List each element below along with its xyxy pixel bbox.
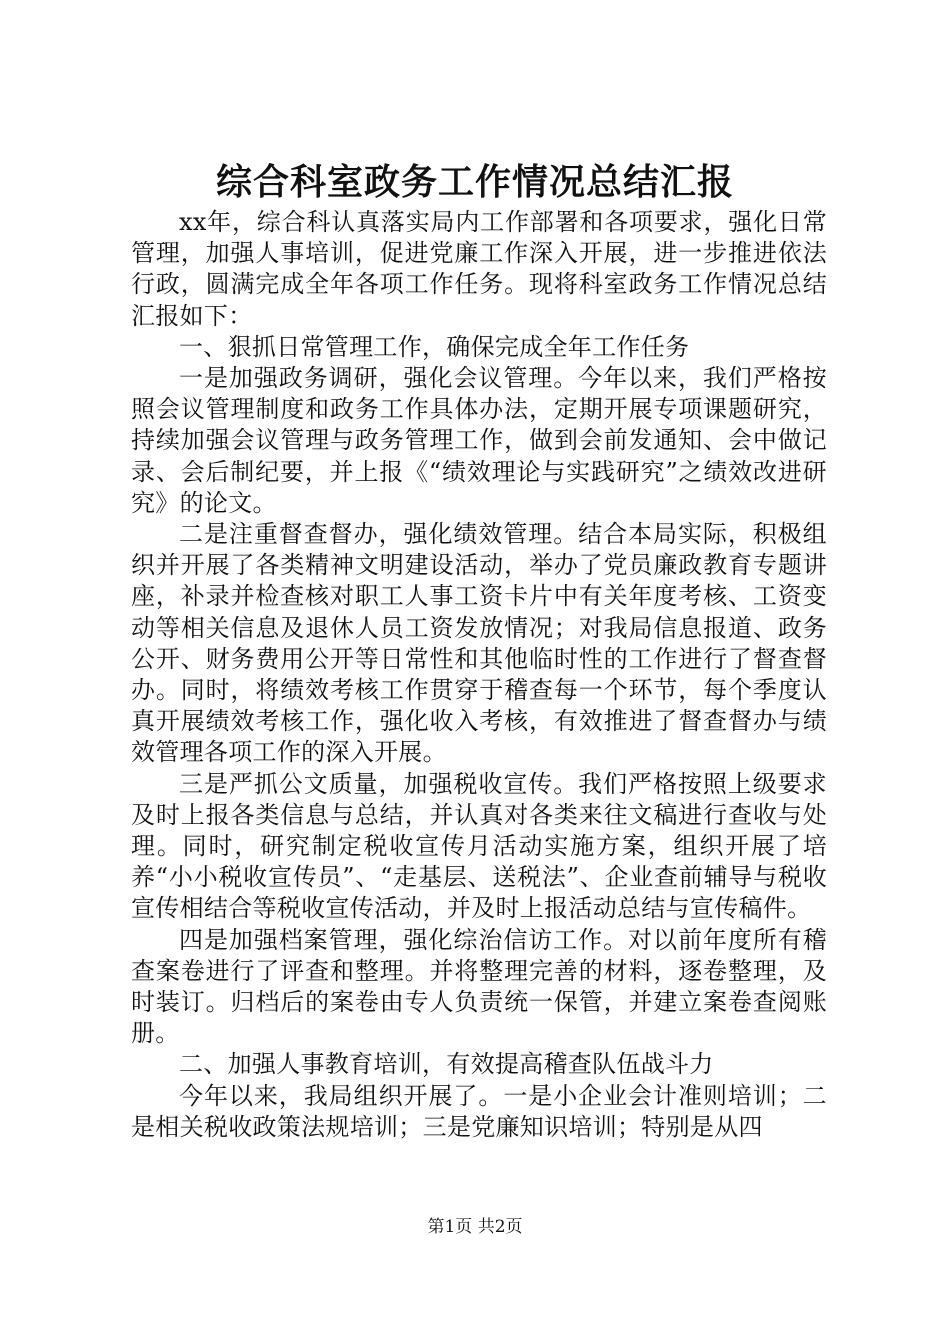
body-paragraph: 今年以来，我局组织开展了。一是小企业会计准则培训；二是相关税收政策法规培训；三是党廉知识培训；特别是从四	[131, 1081, 827, 1141]
body-paragraph: 四是加强档案管理，强化综治信访工作。对以前年度所有稽查案卷进行了评查和整理。并将整理完善的材料，逐卷整理，及时装订。归档后的案卷由专人负责统一保管，并建立案卷查阅账册。	[131, 925, 827, 1048]
document-body	[131, 207, 827, 1143]
section-heading-1: 一、狠抓日常管理工作，确保完成全年工作任务	[179, 332, 690, 361]
body-paragraph: 二是注重督查督办，强化绩效管理。结合本局实际，积极组织并开展了各类精神文明建设活动，举办了党员廉政教育专题讲座，补录并检查核对职工人事工资卡片中有关年度考核、工资变动等相关信息及退休人员工资发放情况；对我局信息报道、政务公开、财务费用公开等日常性和其他临时性的工作进行了督查督办。同时，将绩效考核工作贯穿于稽查每一个环节，每个季度认真开展绩效考核工作，强化收入考核，有效推进了督查督办与绩效管理各项工作的深入开展。	[131, 520, 827, 767]
body-paragraph: 一是加强政务调研，强化会议管理。今年以来，我们严格按照会议管理制度和政务工作具体办法，定期开展专项课题研究，持续加强会议管理与政务管理工作，做到会前发通知、会中做记录、会后制纪要，并上报《“绩效理论与实践研究”之绩效改进研究》的论文。	[131, 364, 827, 517]
intro-paragraph: xx年，综合科认真落实局内工作部署和各项要求，强化日常管理，加强人事培训，促进党廉工作深入开展，进一步推进依法行政，圆满完成全年各项工作任务。现将科室政务工作情况总结汇报如下：	[131, 208, 827, 330]
body-paragraph: 三是严抓公文质量，加强税收宣传。我们严格按照上级要求及时上报各类信息与总结，并认真对各类来往文稿进行查收与处理。同时，研究制定税收宣传月活动实施方案，组织开展了培养“小小税收宣传员”、“走基层、送税法”、企业查前辅导与税收宣传相结合等税收宣传活动，并及时上报活动总结与宣传稿件。	[131, 769, 827, 923]
page-number: 第1页 共2页	[427, 1217, 523, 1237]
section-heading-2: 二、加强人事教育培训，有效提高稽查队伍战斗力	[179, 1050, 714, 1079]
document-title: 综合科室政务工作情况总结汇报	[215, 161, 734, 203]
